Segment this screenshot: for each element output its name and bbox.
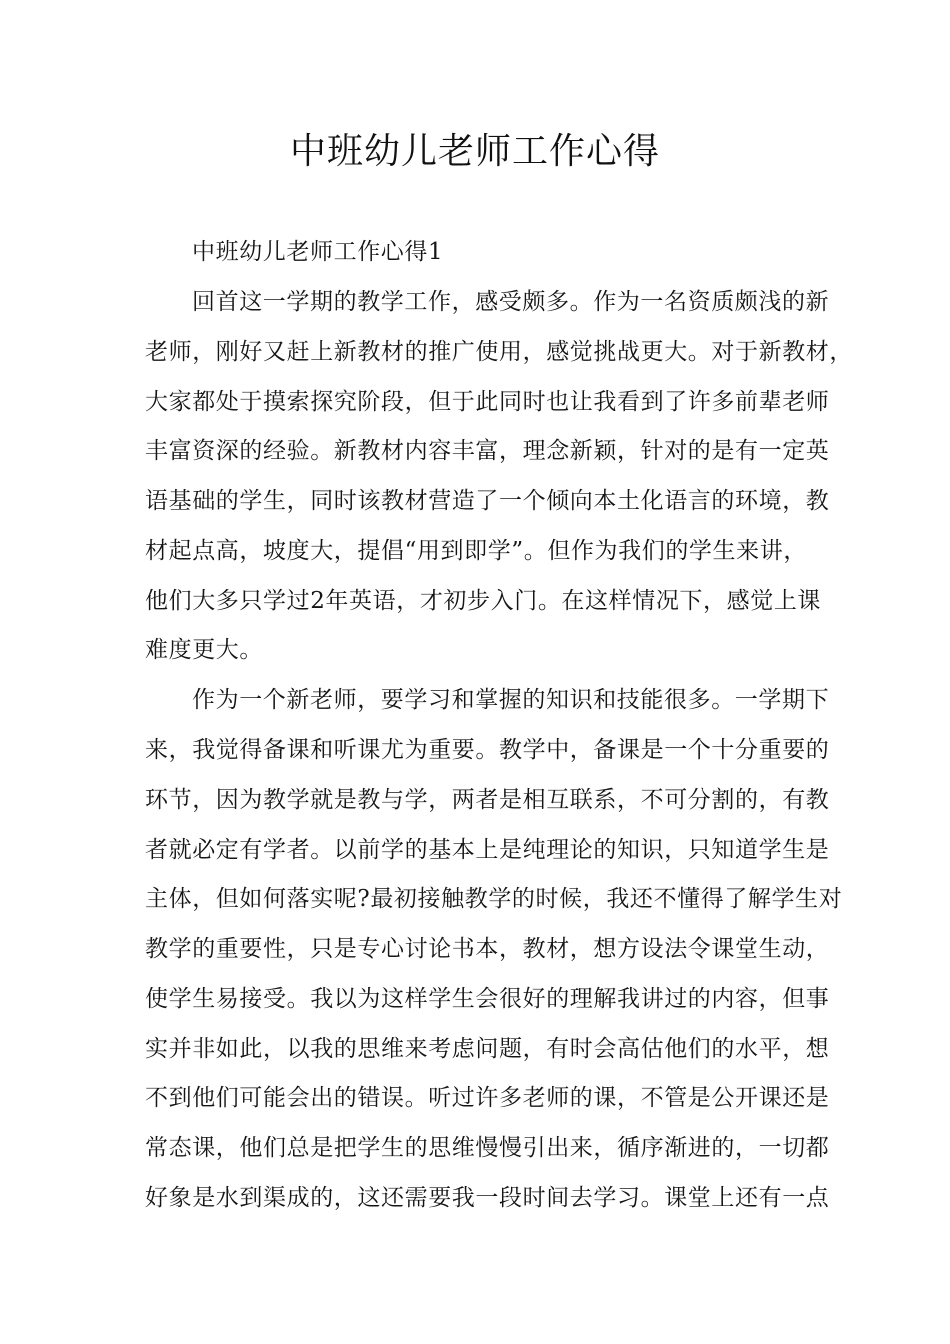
paragraph-1-line: 难度更大。 xyxy=(145,637,263,663)
paragraph-2-line: 实并非如此，以我的思维来考虑问题，有时会高估他们的水平，想 xyxy=(145,1036,830,1062)
paragraph-2-line: 教学的重要性，只是专心讨论书本，教材，想方设法令课堂生动， xyxy=(145,936,830,962)
paragraph-1-line: 大家都处于摸索探究阶段，但于此同时也让我看到了许多前辈老师 xyxy=(145,389,830,415)
paragraph-2-line: 作为一个新老师，要学习和掌握的知识和技能很多。一学期下 xyxy=(192,687,830,713)
paragraph-1-line: 回首这一学期的教学工作，感受颇多。作为一名资质颇浅的新 xyxy=(192,289,830,315)
paragraph-1-line: 丰富资深的经验。新教材内容丰富，理念新颖，针对的是有一定英 xyxy=(145,438,830,464)
paragraph-2-line: 使学生易接受。我以为这样学生会很好的理解我讲过的内容，但事 xyxy=(145,986,830,1012)
paragraph-1-line: 他们大多只学过2年英语，才初步入门。在这样情况下，感觉上课 xyxy=(145,588,822,614)
section-heading: 中班幼儿老师工作心得1 xyxy=(192,239,444,265)
paragraph-2-line: 不到他们可能会出的错误。听过许多老师的课，不管是公开课还是 xyxy=(145,1085,830,1111)
paragraph-1-line: 老师，刚好又赶上新教材的推广使用，感觉挑战更大。对于新教材， xyxy=(145,339,853,365)
paragraph-2-line: 环节，因为教学就是教与学，两者是相互联系，不可分割的，有教 xyxy=(145,787,830,813)
paragraph-2-line: 来，我觉得备课和听课尤为重要。教学中，备课是一个十分重要的 xyxy=(145,737,830,763)
paragraph-1-line: 语基础的学生，同时该教材营造了一个倾向本土化语言的环境，教 xyxy=(145,488,830,514)
document-title: 中班幼儿老师工作心得 xyxy=(289,131,660,172)
paragraph-1-line: 材起点高，坡度大，提倡“用到即学”。但作为我们的学生来讲， xyxy=(145,538,807,564)
paragraph-2-line: 主体，但如何落实呢?最初接触教学的时候，我还不懂得了解学生对 xyxy=(145,886,843,912)
paragraph-2-line: 者就必定有学者。以前学的基本上是纯理论的知识，只知道学生是 xyxy=(145,837,830,863)
paragraph-2-line: 好象是水到渠成的，这还需要我一段时间去学习。课堂上还有一点 xyxy=(145,1185,830,1211)
paragraph-2-line: 常态课，他们总是把学生的思维慢慢引出来，循序渐进的，一切都 xyxy=(145,1135,830,1161)
